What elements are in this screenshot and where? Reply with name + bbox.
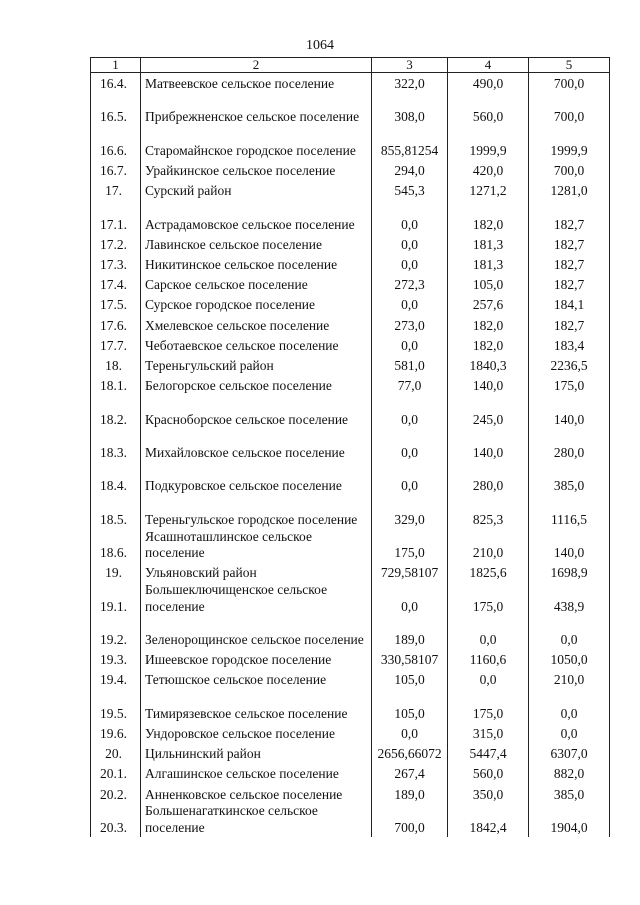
row-value-col5: 0,0 [529, 722, 610, 742]
table-row [91, 354, 610, 374]
row-number: 19.4. [91, 669, 141, 689]
row-value-col3: 0,0 [372, 200, 448, 233]
row-value-col5: 2236,5 [529, 354, 610, 374]
row-number: 19.3. [91, 649, 141, 669]
row-number: 16.5. [91, 93, 141, 126]
row-number: 19.6. [91, 722, 141, 742]
row-value-col4: 105,0 [448, 274, 529, 294]
row-value-col5: 184,1 [529, 294, 610, 314]
row-name: Сурский район [141, 180, 372, 200]
row-value-col3: 175,0 [372, 528, 448, 561]
row-value-col4: 181,3 [448, 233, 529, 253]
table-row [91, 562, 610, 582]
row-value-col5: 175,0 [529, 375, 610, 395]
row-value-col4: 140,0 [448, 428, 529, 461]
row-value-col3: 0,0 [372, 462, 448, 495]
row-value-col4: 280,0 [448, 462, 529, 495]
row-value-col4: 560,0 [448, 763, 529, 783]
row-name: Ундоровское сельское поселение [141, 722, 372, 742]
row-number: 16.6. [91, 126, 141, 159]
row-value-col3: 0,0 [372, 722, 448, 742]
row-number: 16.7. [91, 159, 141, 179]
row-name: Анненковское сельское поселение [141, 783, 372, 803]
table-row [91, 763, 610, 783]
row-value-col3: 700,0 [372, 803, 448, 836]
row-value-col5: 0,0 [529, 689, 610, 722]
row-name: Астрадамовское сельское поселение [141, 200, 372, 233]
row-number: 17.1. [91, 200, 141, 233]
row-value-col3: 330,58107 [372, 649, 448, 669]
row-value-col4: 175,0 [448, 689, 529, 722]
row-value-col5: 1999,9 [529, 126, 610, 159]
row-value-col4: 1999,9 [448, 126, 529, 159]
row-value-col4: 1271,2 [448, 180, 529, 200]
row-number: 16.4. [91, 73, 141, 93]
table-row [91, 783, 610, 803]
table-row [91, 253, 610, 273]
row-value-col5: 1904,0 [529, 803, 610, 836]
row-value-col4: 1840,3 [448, 354, 529, 374]
table-row [91, 462, 610, 495]
row-name: Тимирязевское сельское поселение [141, 689, 372, 722]
row-value-col3: 855,81254 [372, 126, 448, 159]
row-name: Ульяновский район [141, 562, 372, 582]
row-value-col4: 825,3 [448, 495, 529, 528]
row-number: 18.4. [91, 462, 141, 495]
table-header [91, 58, 610, 73]
column-header-5: 5 [529, 58, 610, 73]
row-value-col3: 308,0 [372, 93, 448, 126]
row-value-col4: 181,3 [448, 253, 529, 273]
row-value-col3: 581,0 [372, 354, 448, 374]
table-row [91, 314, 610, 334]
row-value-col5: 182,7 [529, 314, 610, 334]
row-number: 17.4. [91, 274, 141, 294]
row-name: Алгашинское сельское поселение [141, 763, 372, 783]
row-name: Михайловское сельское поселение [141, 428, 372, 461]
table-row [91, 294, 610, 314]
row-name: Цильнинский район [141, 743, 372, 763]
table-body [91, 73, 610, 837]
row-name: Белогорское сельское поселение [141, 375, 372, 395]
row-value-col3: 0,0 [372, 294, 448, 314]
row-value-col5: 1281,0 [529, 180, 610, 200]
row-value-col3: 77,0 [372, 375, 448, 395]
row-name: Тереньгульское городское поселение [141, 495, 372, 528]
row-number: 18.1. [91, 375, 141, 395]
row-name: Хмелевское сельское поселение [141, 314, 372, 334]
table-row [91, 689, 610, 722]
row-value-col3: 0,0 [372, 334, 448, 354]
row-number: 17.2. [91, 233, 141, 253]
row-value-col3: 0,0 [372, 395, 448, 428]
row-value-col4: 0,0 [448, 615, 529, 648]
row-value-col3: 0,0 [372, 233, 448, 253]
row-value-col3: 729,58107 [372, 562, 448, 582]
row-value-col5: 183,4 [529, 334, 610, 354]
row-name: Тетюшское сельское поселение [141, 669, 372, 689]
row-value-col4: 5447,4 [448, 743, 529, 763]
row-value-col4: 182,0 [448, 334, 529, 354]
row-number: 20.3. [91, 803, 141, 836]
table-row [91, 334, 610, 354]
row-value-col3: 0,0 [372, 428, 448, 461]
row-name: Ишеевское городское поселение [141, 649, 372, 669]
row-number: 17.7. [91, 334, 141, 354]
row-number: 20. [91, 743, 141, 763]
table-row [91, 582, 610, 615]
row-value-col5: 1698,9 [529, 562, 610, 582]
row-value-col3: 272,3 [372, 274, 448, 294]
row-name: Чеботаевское сельское поселение [141, 334, 372, 354]
table-row [91, 159, 610, 179]
row-name: Подкуровское сельское поселение [141, 462, 372, 495]
row-name: Урайкинское сельское поселение [141, 159, 372, 179]
page-number: 1064 [306, 38, 334, 53]
budget-table [90, 57, 610, 837]
row-number: 19.1. [91, 582, 141, 615]
table-row [91, 722, 610, 742]
row-value-col4: 140,0 [448, 375, 529, 395]
row-value-col3: 294,0 [372, 159, 448, 179]
row-number: 18.5. [91, 495, 141, 528]
row-value-col4: 1842,4 [448, 803, 529, 836]
table-row [91, 180, 610, 200]
row-value-col5: 0,0 [529, 615, 610, 648]
row-name: Тереньгульский район [141, 354, 372, 374]
row-value-col3: 329,0 [372, 495, 448, 528]
row-value-col3: 105,0 [372, 689, 448, 722]
table-row [91, 73, 610, 93]
row-name: Большенагаткинское сельское поселение [141, 803, 372, 836]
row-value-col3: 0,0 [372, 582, 448, 615]
row-value-col4: 420,0 [448, 159, 529, 179]
table-row [91, 233, 610, 253]
row-value-col3: 545,3 [372, 180, 448, 200]
row-value-col5: 882,0 [529, 763, 610, 783]
row-value-col5: 210,0 [529, 669, 610, 689]
row-value-col3: 267,4 [372, 763, 448, 783]
table-row [91, 495, 610, 528]
row-name: Красноборское сельское поселение [141, 395, 372, 428]
column-header-2: 2 [141, 58, 372, 73]
table-row [91, 743, 610, 763]
row-value-col5: 438,9 [529, 582, 610, 615]
row-value-col3: 105,0 [372, 669, 448, 689]
column-header-4: 4 [448, 58, 529, 73]
row-value-col3: 273,0 [372, 314, 448, 334]
row-name: Матвеевское сельское поселение [141, 73, 372, 93]
row-value-col4: 257,6 [448, 294, 529, 314]
row-value-col3: 189,0 [372, 783, 448, 803]
row-value-col3: 2656,66072 [372, 743, 448, 763]
row-value-col4: 210,0 [448, 528, 529, 561]
table-row [91, 649, 610, 669]
table-row [91, 375, 610, 395]
row-value-col4: 182,0 [448, 314, 529, 334]
row-value-col3: 322,0 [372, 73, 448, 93]
table-row [91, 669, 610, 689]
row-value-col4: 560,0 [448, 93, 529, 126]
row-number: 19.2. [91, 615, 141, 648]
table-row [91, 200, 610, 233]
row-number: 17. [91, 180, 141, 200]
row-value-col4: 315,0 [448, 722, 529, 742]
row-value-col5: 6307,0 [529, 743, 610, 763]
row-number: 18.6. [91, 528, 141, 561]
row-value-col4: 245,0 [448, 395, 529, 428]
row-number: 19. [91, 562, 141, 582]
row-value-col5: 140,0 [529, 395, 610, 428]
row-name: Лавинское сельское поселение [141, 233, 372, 253]
row-value-col5: 182,7 [529, 274, 610, 294]
table-row [91, 528, 610, 561]
column-header-1: 1 [91, 58, 141, 73]
table-row [91, 428, 610, 461]
table-row [91, 126, 610, 159]
row-name: Прибрежненское сельское поселение [141, 93, 372, 126]
row-value-col5: 182,7 [529, 253, 610, 273]
row-value-col5: 700,0 [529, 73, 610, 93]
row-number: 17.5. [91, 294, 141, 314]
row-number: 18.3. [91, 428, 141, 461]
table-row [91, 615, 610, 648]
column-header-3: 3 [372, 58, 448, 73]
row-value-col5: 385,0 [529, 783, 610, 803]
row-name: Большеключищенское сельское поселение [141, 582, 372, 615]
row-value-col5: 700,0 [529, 93, 610, 126]
row-value-col5: 385,0 [529, 462, 610, 495]
row-number: 18.2. [91, 395, 141, 428]
row-name: Сарское сельское поселение [141, 274, 372, 294]
row-name: Ясашноташлинское сельское поселение [141, 528, 372, 561]
row-name: Зеленорощинское сельское поселение [141, 615, 372, 648]
row-value-col3: 0,0 [372, 253, 448, 273]
table-row [91, 803, 610, 836]
row-value-col4: 182,0 [448, 200, 529, 233]
row-value-col4: 0,0 [448, 669, 529, 689]
row-value-col5: 700,0 [529, 159, 610, 179]
row-value-col4: 350,0 [448, 783, 529, 803]
row-value-col4: 175,0 [448, 582, 529, 615]
row-value-col5: 182,7 [529, 233, 610, 253]
row-name: Старомайнское городское поселение [141, 126, 372, 159]
row-value-col5: 1050,0 [529, 649, 610, 669]
row-name: Сурское городское поселение [141, 294, 372, 314]
row-number: 20.1. [91, 763, 141, 783]
row-value-col5: 280,0 [529, 428, 610, 461]
row-name: Никитинское сельское поселение [141, 253, 372, 273]
row-value-col5: 140,0 [529, 528, 610, 561]
row-value-col5: 1116,5 [529, 495, 610, 528]
table-row [91, 274, 610, 294]
table-row [91, 93, 610, 126]
row-number: 18. [91, 354, 141, 374]
row-value-col3: 189,0 [372, 615, 448, 648]
row-value-col4: 1160,6 [448, 649, 529, 669]
row-number: 20.2. [91, 783, 141, 803]
row-number: 17.6. [91, 314, 141, 334]
row-value-col4: 490,0 [448, 73, 529, 93]
row-number: 19.5. [91, 689, 141, 722]
row-value-col4: 1825,6 [448, 562, 529, 582]
row-number: 17.3. [91, 253, 141, 273]
table-row [91, 395, 610, 428]
row-value-col5: 182,7 [529, 200, 610, 233]
